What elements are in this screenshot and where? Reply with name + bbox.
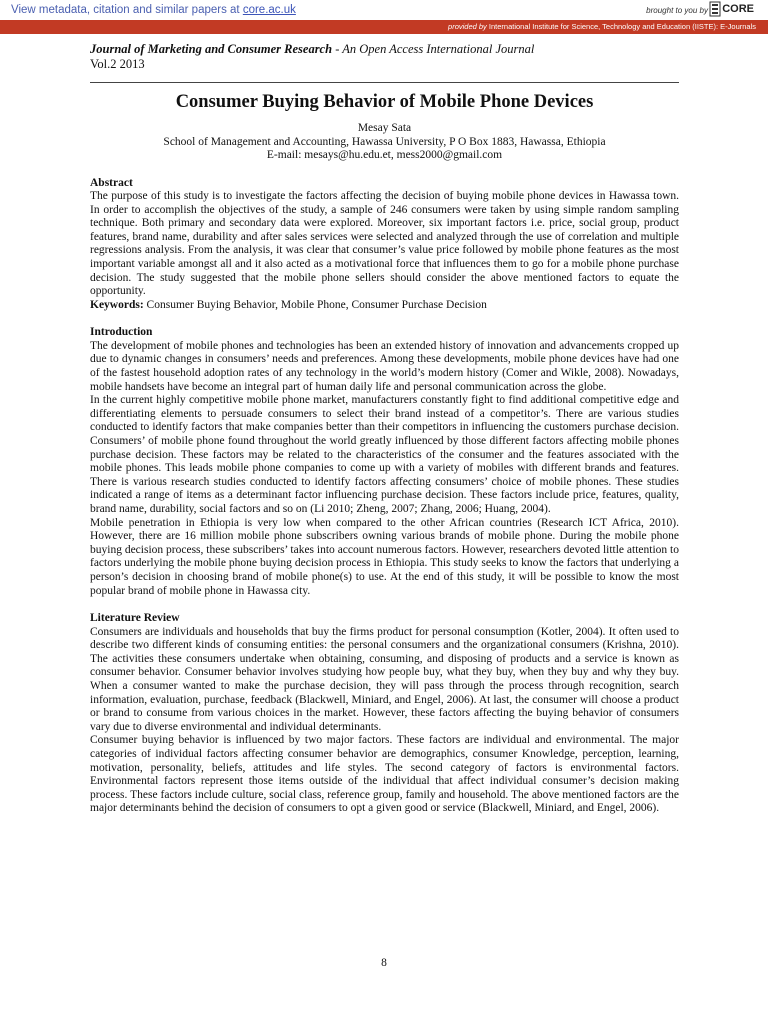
author-affiliation: School of Management and Accounting, Hawassa University, P O Box 1883, Hawassa, Ethiopia [163, 135, 606, 148]
page-number: 8 [381, 957, 387, 969]
provided-source[interactable]: International Institute for Science, Technology and Education (IISTE): E-Journals [488, 22, 756, 31]
author-email: E-mail: mesays@hu.edu.et, mess2000@gmail.com [266, 149, 503, 161]
header-rule [90, 82, 679, 83]
keywords-label: Keywords: [90, 298, 144, 311]
provided-by-line [448, 22, 756, 31]
keywords-line [90, 299, 679, 313]
introduction-paragraph: In the current highly competitive mobile phone market, manufacturers constantly fight to find additional competitive edge and differentiating elements to persuade consumers to select their brand instead of a competitor’s. There are various studies conducted to identify factors that make companies better than their competitors in influencing the customers purchase decision. Consumers’ of mobile phone found throughout the world greatly influenced by those different factors affecting mobile phones purchase decision. These factors may be related to the characteristics of the consumer and the features associated with the mobile phones. This leads mobile phone companies to come up with a variety of mobiles with different brands and features. There is various research studies conducted to identify factors affecting consumers’ choice of mobile phones. These studies indicated a range of items as a determinant factor influencing purchase decision. These factors include price, features, quality, brand name, durability, social factors and so on (Li 2010; Zheng, 2007; Zhang, 2006; Huang, 2004). [90, 394, 679, 515]
metadata-text: View metadata, citation and similar papers at [11, 4, 243, 16]
introduction-paragraph: The development of mobile phones and technologies has been an extended history of innovation and advancements cropped up due to dynamic changes in consumers’ needs and preferences. Among these developments, mobile phone devices have had one of the fastest household adoption rates of any technology in the world’s modern history (Comer and Wikle, 2008). Nowadays, mobile handsets have become an integral part of human daily life and personal communication across the globe. [90, 339, 679, 393]
literature-review-paragraph: Consumers are individuals and households that buy the firms product for personal consumption (Kotler, 2004). It often used to describe two different kinds of consuming entities: the personal consumers and the organizational consumers (Krishna, 2010). The activities these consumers undertake when obtaining, consuming, and disposing of products and a service is known as consumer behavior. Consumer behavior involves studying how people buy, what they buy, when they buy and why they buy. When a consumer wanted to make the purchase decision, they will pass through the process through recognition, search information, evaluation, purchase, feedback (Blackwell, Miniard, and Engel, 2006). At last, the consumer will choose a product or brand to consume from various choices in the market. However, these factors affecting the buying behavior of consumers vary due to diverse environmental and individual determinants. [90, 625, 679, 733]
paper-page [90, 42, 679, 816]
literature-review-paragraph: Consumer buying behavior is influenced by two major factors. These factors are individual and environmental. The major categories of individual factors affecting consumer behavior are demographics, consumer Knowledge, perception, learning, motivation, personality, beliefs, attitudes and life styles. The second category of factors is environmental factors. Environmental factors represent those items outside of the individual that affect individual consumer’s decision making process. These factors include culture, social class, reference group, family and household. The above mentioned factors are the major determinants behind the decision of consumers to opt a given good or service (Blackwell, Miniard, and Engel, 2006). [90, 734, 679, 815]
core-link[interactable]: core.ac.uk [242, 4, 296, 16]
metadata-link-line[interactable] [11, 4, 296, 16]
introduction-paragraph: Mobile penetration in Ethiopia is very low when compared to the other African countries (Research ICT Africa, 2010). However, there are 16 million mobile phone subscribers owning various brands of mobile phone. During the mobile phone buying decision process, these subscribers’ takes into account numerous factors. However, researchers devoted little attention to factors underlying the mobile phone buying decision process in Ethiopia. This study seeks to know the factors that underlying a person’s decision in choosing brand of mobile phone(s) to use. At the end of this study, it will be possible to know the most popular brand of mobile phone in Hawassa city. [90, 516, 679, 597]
introduction-heading: Introduction [90, 326, 153, 339]
paper-title: Consumer Buying Behavior of Mobile Phone Devices [175, 92, 594, 112]
author-block [90, 122, 679, 163]
abstract-text: The purpose of this study is to investigate the factors affecting the decision of buying mobile phone devices in Hawassa town. In order to accomplish the objectives of the study, a sample of 246 consumers were taken by using simple random sampling technique. Both primary and secondary data were explored. Moreover, six important factors i.e. price, social group, product features, brand name, durability and after sales services were selected and analyzed through the use of correlation and multiple regressions analysis. From the analysis, it was clear that consumer’s value price followed by mobile phone features as the most important variable amongst all and it also acted as a motivational force that influences them to go for a mobile phone purchase decision. The study suggested that the mobile phone sellers should consider the above mentioned factors to equate the opportunity. [90, 190, 679, 298]
journal-description: - An Open Access International Journal [332, 42, 535, 56]
core-logo-icon[interactable] [709, 1, 721, 17]
keywords-text: Consumer Buying Behavior, Mobile Phone, Consumer Purchase Decision [143, 298, 487, 311]
brought-to-you-text: brought to you by [646, 6, 708, 15]
abstract-heading: Abstract [90, 176, 133, 189]
core-banner [0, 0, 768, 21]
provided-prefix: provided by [448, 22, 487, 31]
provided-by-bar [0, 20, 768, 34]
journal-header [90, 42, 679, 57]
journal-volume: Vol.2 2013 [90, 57, 145, 71]
literature-review-heading: Literature Review [90, 612, 180, 625]
author-name: Mesay Sata [357, 122, 412, 134]
journal-name: Journal of Marketing and Consumer Research [90, 42, 333, 56]
core-logo-text[interactable]: CORE [722, 3, 754, 15]
